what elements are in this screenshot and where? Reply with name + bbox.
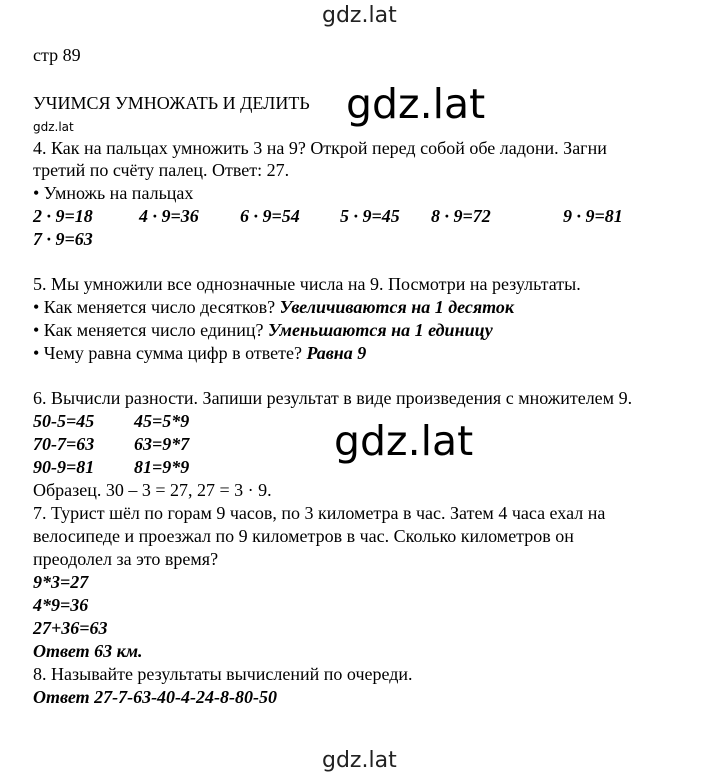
task5-a3-text: Равна 9 (306, 343, 367, 363)
page-number: стр 89 (33, 45, 81, 65)
task5-q3-text: • Чему равна сумма цифр в ответе? (33, 343, 302, 363)
task6-diff: 50-5=45 (33, 411, 95, 431)
task5-line1: 5. Мы умножили все однозначные числа на 9. Посмотри на результаты. (33, 274, 581, 294)
task6-row (33, 433, 273, 455)
watermark-bottom: gdz.lat (322, 748, 397, 773)
task4-answer: 4 · 9=36 (139, 206, 199, 226)
task6-sample: Образец. 30 – 3 = 27, 27 = 3 · 9. (33, 480, 272, 500)
task6-prod: 81=9*9 (134, 457, 190, 477)
watermark-small: gdz.lat (33, 120, 74, 134)
task5-a1-text: Увеличиваются на 1 десяток (279, 297, 515, 317)
task4-line1: 4. Как на пальцах умножить 3 на 9? Открой перед собой обе ладони. Загни (33, 138, 607, 158)
task7-line2: велосипеде и проезжал по 9 километров в час. Сколько километров он (33, 526, 574, 546)
task8-answer: Ответ 27-7-63-40-4-24-8-80-50 (33, 687, 278, 707)
task6-diff: 90-9=81 (33, 457, 95, 477)
task5-q1-text: • Как меняется число десятков? (33, 297, 276, 317)
task7-solution-2: 4*9=36 (33, 595, 89, 615)
task4-answer-last: 7 · 9=63 (33, 229, 93, 249)
watermark-middle: gdz.lat (334, 417, 474, 465)
task7-answer: Ответ 63 км. (33, 641, 143, 661)
task5-q2-text: • Как меняется число единиц? (33, 320, 264, 340)
task4-answer: 9 · 9=81 (563, 206, 623, 226)
task4-answer: 2 · 9=18 (33, 206, 93, 226)
task6-line1: 6. Вычисли разности. Запиши результат в виде произведения с множителем 9. (33, 388, 633, 408)
task4-answers-row (33, 205, 713, 227)
task4-answer: 8 · 9=72 (431, 206, 491, 226)
task5-a2-text: Уменьшаются на 1 единицу (268, 320, 493, 340)
task4-bullet: • Умножь на пальцах (33, 183, 194, 203)
task6-prod: 45=5*9 (134, 411, 190, 431)
task7-solution-3: 27+36=63 (33, 618, 108, 638)
task6-row (33, 456, 273, 478)
task5-question1 (33, 296, 514, 318)
section-title: УЧИМСЯ УМНОЖАТЬ И ДЕЛИТЬ (33, 93, 310, 113)
task5-question3 (33, 342, 366, 364)
task6-diff: 70-7=63 (33, 434, 95, 454)
task7-line3: преодолел за это время? (33, 549, 219, 569)
task5-question2 (33, 319, 493, 341)
watermark-title: gdz.lat (346, 80, 486, 128)
task4-answer: 6 · 9=54 (240, 206, 300, 226)
task7-line1: 7. Турист шёл по горам 9 часов, по 3 километра в час. Затем 4 часа ехал на (33, 503, 606, 523)
task6-prod: 63=9*7 (134, 434, 190, 454)
task7-solution-1: 9*3=27 (33, 572, 89, 592)
task6-row (33, 410, 273, 432)
task8-line1: 8. Называйте результаты вычислений по очереди. (33, 664, 413, 684)
task4-answer: 5 · 9=45 (340, 206, 400, 226)
task4-line2: третий по счёту палец. Ответ: 27. (33, 160, 290, 180)
watermark-top: gdz.lat (322, 3, 397, 28)
